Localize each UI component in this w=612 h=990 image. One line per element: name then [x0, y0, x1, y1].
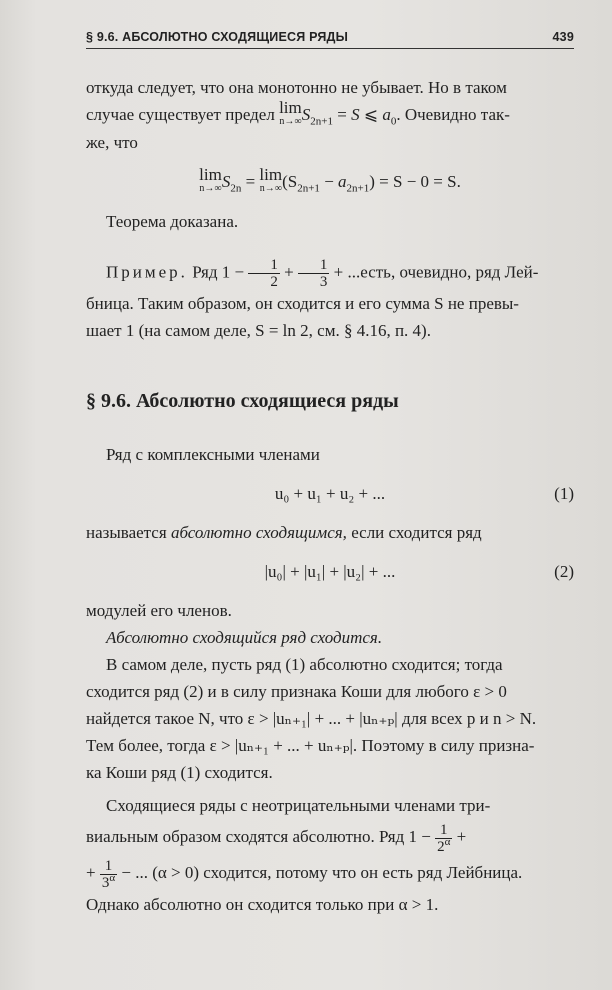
paragraph-line: + $\frac{1}{3^\alpha}$ − ... (α > 0) сходится, потому что он есть ряд Лейбница. — [86, 857, 523, 891]
equation-body: |u₀| + |u₁| + |u₂| + ... — [264, 562, 396, 581]
running-header — [86, 30, 574, 44]
paragraph-line: случае существует предел lim n→∞ $S_{2n+1} = S$ ⩽ $a_0$. Очевидно так- — [86, 98, 510, 128]
page-number: 439 — [552, 30, 574, 44]
paragraph-line: же, что — [86, 133, 138, 152]
theorem-proved: Теорема доказана. — [106, 212, 239, 231]
paragraph-line: Однако абсолютно он сходится только при α > 1. — [86, 895, 439, 914]
fraction: $\frac{1}{2^\alpha}$ — [437, 821, 451, 855]
paragraph-line: шает 1 (на самом деле, S = ln 2, см. § 4.16, п. 4). — [86, 321, 431, 340]
paragraph-line: виальным образом сходятся абсолютно. Ряд 1 − $\frac{1}{2^\alpha}$ + — [86, 821, 467, 855]
paragraph-line: Сходящиеся ряды с неотрицательными членами три- — [106, 796, 491, 815]
paragraph-line: называется абсолютно сходящимся, если сходится ряд — [86, 523, 482, 542]
equation-body: u₀ + u₁ + u₂ + ... — [274, 484, 386, 503]
equation-2 — [86, 558, 574, 585]
equation-number: (2) — [554, 562, 574, 581]
paragraph-line: В самом деле, пусть ряд (1) абсолютно сходится; тогда — [106, 655, 503, 674]
limit-operator: lim n→∞ — [279, 98, 302, 127]
header-rule — [86, 48, 574, 49]
paragraph-line: откуда следует, что она монотонно не убывает. Но в таком — [86, 78, 507, 97]
example-line: Пример. Ряд 1 − $\frac{1}{2}$ + $\frac{1}{3}$ + ...есть, очевидно, ряд Лей- — [106, 257, 539, 290]
equation-1 — [86, 480, 574, 507]
paragraph-line: бница. Таким образом, он сходится и его сумма S не превы- — [86, 294, 519, 313]
running-header-title: § 9.6. АБСОЛЮТНО СХОДЯЩИЕСЯ РЯДЫ — [86, 30, 349, 44]
paragraph-line: найдется такое N, что ε > |uₙ₊₁| + ... + |uₙ₊ₚ| для всех p и n > N. — [86, 709, 537, 728]
claim-line: Абсолютно сходящийся ряд сходится. — [106, 628, 383, 647]
paragraph-line: сходится ряд (2) и в силу признака Коши для любого ε > 0 — [86, 682, 507, 701]
paragraph-line: ка Коши ряд (1) сходится. — [86, 763, 273, 782]
paragraph-line: модулей его членов. — [86, 601, 232, 620]
limit-equation: lim n→∞ $S_{2n}$ = lim n→∞ $(S_{2n+1} - a_{2n+1}) = S - 0 = S$. — [199, 165, 461, 195]
paragraph-line: Ряд с комплексными членами — [106, 445, 320, 464]
fraction: $\frac{1}{3}$ — [298, 257, 330, 290]
page-body — [86, 74, 574, 918]
term-italic: абсолютно сходящимся, — [170, 523, 347, 542]
section-heading: § 9.6. Абсолютно сходящиеся ряды — [86, 390, 399, 412]
example-label: Пример. — [106, 262, 188, 282]
fraction: $\frac{1}{3^\alpha}$ — [101, 857, 116, 891]
fraction: $\frac{1}{2}$ — [248, 257, 280, 290]
equation-number: (1) — [554, 484, 574, 503]
paragraph-line: Тем более, тогда ε > |uₙ₊₁ + ... + uₙ₊ₚ|. Поэтому в силу призна- — [86, 736, 535, 755]
